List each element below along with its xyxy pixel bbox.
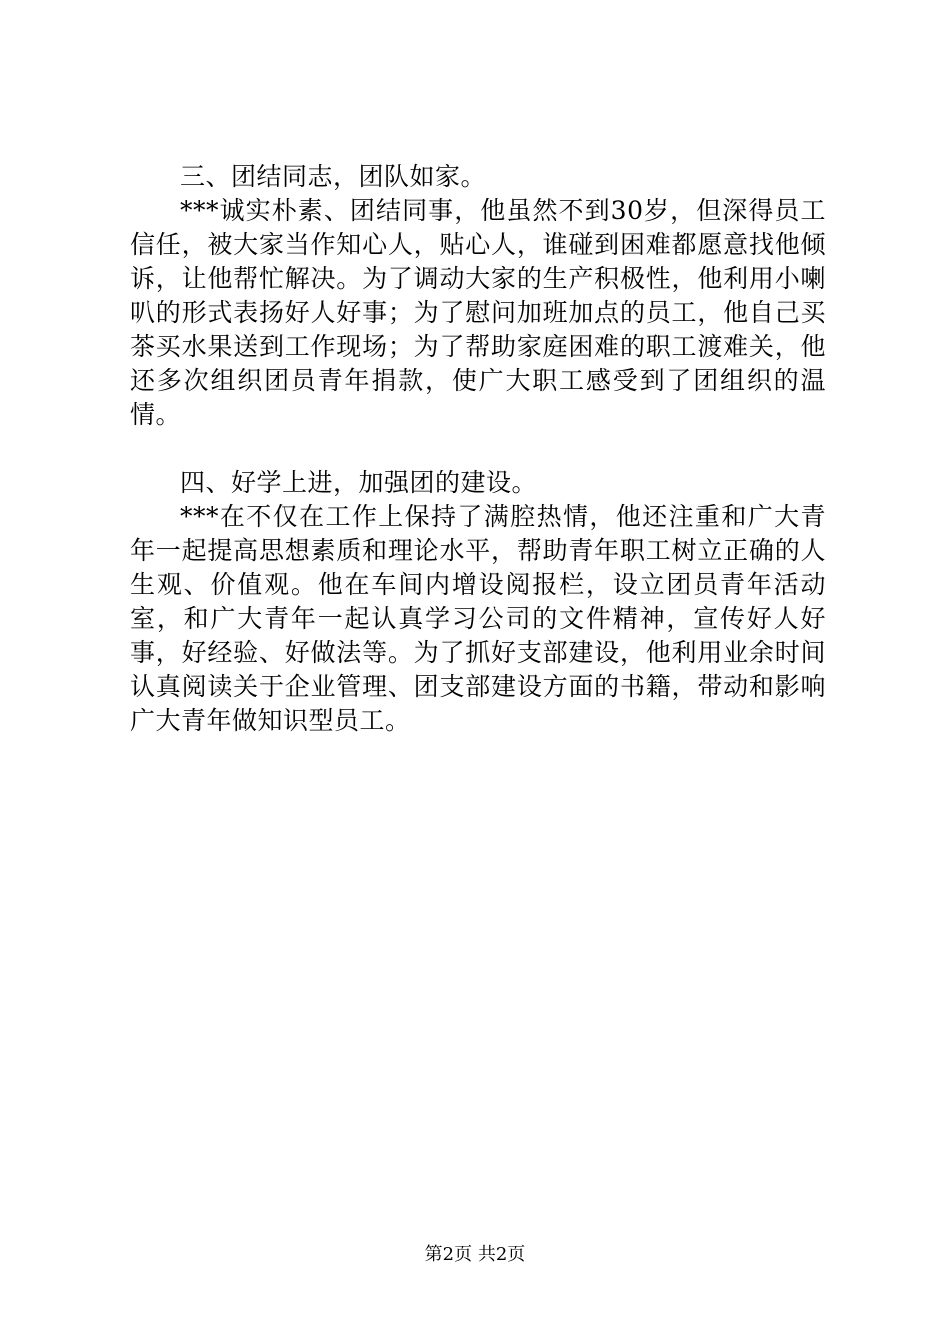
- section-paragraph-4: ***在不仅在工作上保持了满腔热情，他还注重和广大青年一起提高思想素质和理论水平，帮助青年职工树立正确的人生观、价值观。他在车间内增设阅报栏，设立团员青年活动室，和广大青年一起认真学习公司的文件精神，宣传好人好事，好经验、好做法等。为了抓好支部建设，他利用业余时间认真阅读关于企业管理、团支部建设方面的书籍，带动和影响广大青年做知识型员工。: [130, 502, 826, 735]
- section-paragraph-3: ***诚实朴素、团结同事，他虽然不到30岁，但深得员工信任，被大家当作知心人，贴心人，谁碰到困难都愿意找他倾诉，让他帮忙解决。为了调动大家的生产积极性，他利用小喇叭的形式表扬好人好事；为了慰问加班加点的员工，他自己买茶买水果送到工作现场；为了帮助家庭困难的职工渡难关，他还多次组织团员青年捐款，使广大职工感受到了团组织的温情。: [130, 196, 826, 429]
- page-number-footer: 第2页 共2页: [424, 1244, 526, 1265]
- section-heading-3: 三、团结同志，团队如家。: [180, 162, 487, 191]
- document-body: [130, 160, 826, 738]
- section-spacer: [130, 432, 826, 466]
- section-heading-4: 四、好学上进，加强团的建设。: [180, 468, 538, 497]
